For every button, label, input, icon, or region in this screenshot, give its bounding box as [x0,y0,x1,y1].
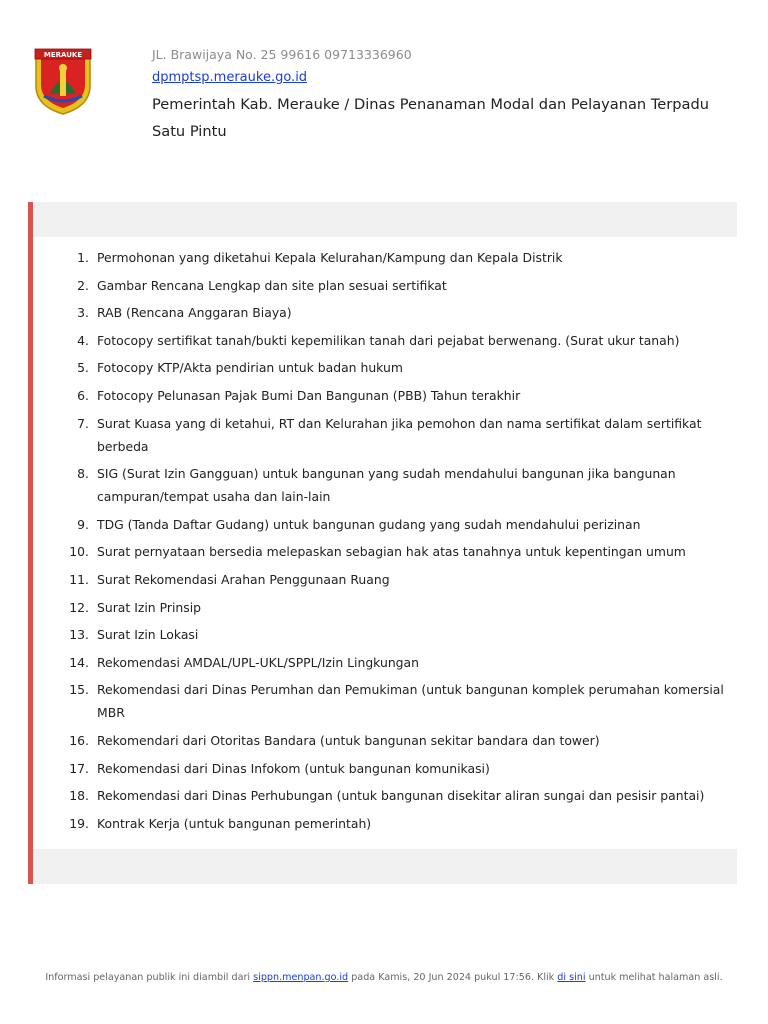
requirement-text: Surat pernyataan bersedia melepaskan sebagian hak atas tanahnya untuk kepentingan umum [97,544,686,560]
requirement-text: Gambar Rencana Lengkap dan site plan sesuai sertifikat [97,277,447,293]
requirement-number: 7. [77,415,89,431]
requirement-text: Permohonan yang diketahui Kepala Kelurahan/Kampung dan Kepala Distrik [97,250,563,265]
footer-suffix: untuk melihat halaman asli. [588,972,723,983]
source-link[interactable]: sippn.menpan.go.id [253,972,349,983]
requirement-item [52,623,732,646]
panel-accent-bar [28,202,33,884]
requirement-number: 11. [69,571,89,587]
requirement-number: 18. [69,788,89,804]
requirement-number: 13. [69,627,89,643]
requirements-panel [28,202,737,884]
requirement-number: 19. [69,815,89,831]
requirement-number: 12. [69,599,89,615]
organization-name: Pemerintah Kab. Merauke / Dinas Penanaman Modal dan Pelayanan Terpadu Satu Pintu [152,96,709,140]
merauke-emblem-logo [32,46,94,116]
page-footer [0,972,768,983]
requirement-text: Rekomendasi AMDAL/UPL-UKL/SPPL/Izin Lingkungan [97,654,419,670]
website-link[interactable]: dpmptsp.merauke.go.id [152,70,308,85]
requirement-number: 17. [69,760,89,776]
requirement-item [52,757,732,780]
requirement-text: Rekomendasi dari Dinas Infokom (untuk bangunan komunikasi) [97,760,490,776]
requirement-item [52,513,732,536]
requirement-item [52,729,732,752]
requirement-item [52,246,732,269]
requirement-item [52,540,732,563]
header-text-block [152,44,742,145]
requirement-item [52,274,732,297]
requirement-text: Rekomendari dari Otoritas Bandara (untuk bangunan sekitar bandara dan tower) [97,732,600,748]
panel-header-band [33,202,737,237]
office-address: JL. Brawijaya No. 25 99616 09713336960 [152,47,412,62]
requirement-item [52,596,732,619]
requirement-item [52,568,732,591]
requirement-number: 4. [77,332,89,348]
requirement-item [52,384,732,407]
requirement-item [52,301,732,324]
footer-middle: pada Kamis, 20 Jun 2024 pukul 17:56. Klik [351,972,555,983]
svg-text:MERAUKE: MERAUKE [43,51,83,59]
requirement-text: Rekomendasi dari Dinas Perhubungan (untuk bangunan disekitar aliran sungai dan pesisir pantai) [97,788,705,804]
requirements-list [52,246,732,839]
requirement-item [52,651,732,674]
original-page-link[interactable]: di sini [557,972,586,983]
requirement-text: Surat Izin Prinsip [97,599,202,615]
requirement-item [52,356,732,379]
requirement-text: TDG (Tanda Daftar Gudang) untuk bangunan gudang yang sudah mendahului perizinan [97,516,641,532]
requirement-number: 6. [77,387,89,403]
requirement-number: 14. [69,654,89,670]
requirement-text: Kontrak Kerja (untuk bangunan pemerintah) [97,815,372,831]
requirement-number: 5. [77,360,89,376]
requirement-item [52,329,732,352]
requirement-item [52,678,732,724]
requirement-number: 10. [69,544,89,560]
requirement-number: 9. [77,516,89,532]
requirement-number: 8. [77,466,89,482]
requirement-number: 2. [77,277,89,293]
requirement-number: 15. [69,682,89,698]
requirement-item [52,462,732,508]
requirement-item [52,812,732,835]
panel-footer-band [33,849,737,884]
requirement-text: SIG (Surat Izin Gangguan) untuk bangunan yang sudah mendahului bangunan jika bangunan campuran/tempat usaha dan lain-lain [97,466,676,505]
requirement-text: RAB (Rencana Anggaran Biaya) [97,305,292,321]
requirement-number: 1. [77,250,89,265]
requirement-item [52,784,732,807]
requirement-text: Surat Rekomendasi Arahan Penggunaan Ruang [97,571,390,587]
requirement-number: 3. [77,305,89,321]
requirement-text: Fotocopy Pelunasan Pajak Bumi Dan Bangunan (PBB) Tahun terakhir [97,387,521,403]
requirement-text: Rekomendasi dari Dinas Perumhan dan Pemukiman (untuk bangunan komplek perumahan komersial MBR [97,682,724,721]
requirement-number: 16. [69,732,89,748]
requirement-text: Fotocopy KTP/Akta pendirian untuk badan hukum [97,360,403,376]
requirement-text: Surat Kuasa yang di ketahui, RT dan Kelurahan jika pemohon dan nama sertifikat dalam sertifikat berbeda [97,415,702,454]
requirement-item [52,412,732,458]
requirement-text: Fotocopy sertifikat tanah/bukti kepemilikan tanah dari pejabat berwenang. (Surat ukur tanah) [97,332,680,348]
footer-prefix: Informasi pelayanan publik ini diambil dari [45,972,251,983]
requirement-text: Surat Izin Lokasi [97,627,199,643]
